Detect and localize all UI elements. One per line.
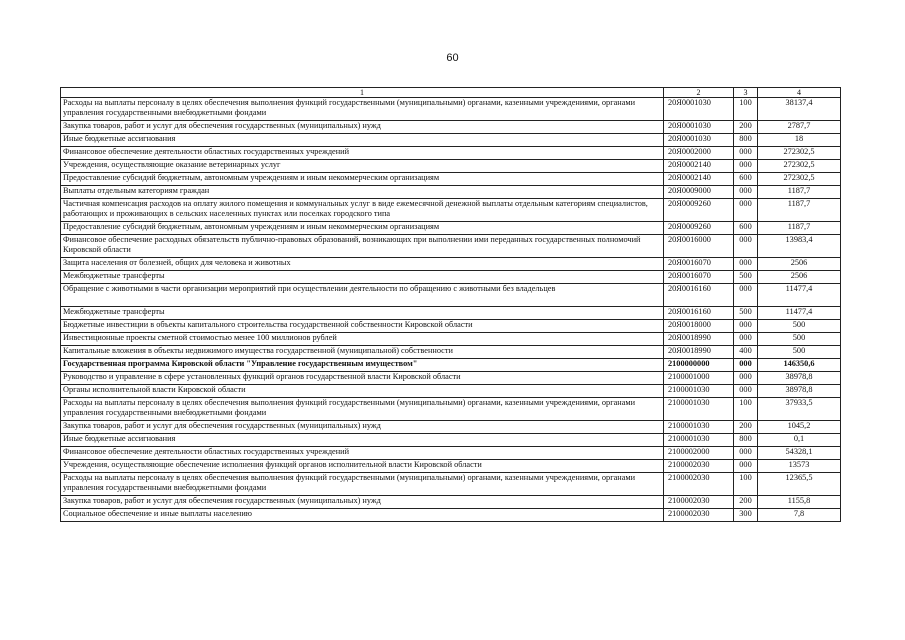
row-name-cell: Закупка товаров, работ и услуг для обеспечения государственных (муниципальных) нужд (61, 421, 664, 434)
row-sum-cell: 54328,1 (758, 447, 841, 460)
row-sum-cell: 1187,7 (758, 199, 841, 222)
page-number: 60 (446, 52, 459, 64)
row-sum-cell: 500 (758, 333, 841, 346)
row-name-cell: Финансовое обеспечение деятельности областных государственных учреждений (61, 147, 664, 160)
row-code-cell: 2100002000 (664, 447, 734, 460)
budget-table (60, 87, 841, 522)
row-code-cell: 20Я0009260 (664, 222, 734, 235)
table-row (61, 473, 841, 496)
table-row (61, 385, 841, 398)
row-name-cell: Руководство и управление в сфере установленных функций органов государственной власти Кировской области (61, 372, 664, 385)
row-sum-cell: 272302,5 (758, 160, 841, 173)
row-sum-cell: 38978,8 (758, 372, 841, 385)
table-row (61, 98, 841, 121)
table-row (61, 460, 841, 473)
table-row (61, 134, 841, 147)
row-name-cell: Иные бюджетные ассигнования (61, 434, 664, 447)
row-vr-cell: 300 (734, 509, 758, 522)
header-col-1: 1 (61, 88, 664, 98)
row-code-cell: 2100001000 (664, 372, 734, 385)
row-name-cell: Капитальные вложения в объекты недвижимого имущества государственной (муниципальной) собственности (61, 346, 664, 359)
row-code-cell: 2100002030 (664, 473, 734, 496)
row-code-cell: 2100001030 (664, 434, 734, 447)
table-row (61, 496, 841, 509)
table-row (61, 222, 841, 235)
row-vr-cell: 000 (734, 460, 758, 473)
table-row (61, 199, 841, 222)
row-name-cell: Инвестиционные проекты сметной стоимостью менее 100 миллионов рублей (61, 333, 664, 346)
table-row (61, 307, 841, 320)
table-body (61, 98, 841, 522)
row-code-cell: 20Я0009260 (664, 199, 734, 222)
row-sum-cell: 0,1 (758, 434, 841, 447)
row-vr-cell: 000 (734, 235, 758, 258)
row-code-cell: 2100001030 (664, 385, 734, 398)
row-vr-cell: 500 (734, 271, 758, 284)
header-col-3: 3 (734, 88, 758, 98)
row-vr-cell: 000 (734, 160, 758, 173)
row-name-cell: Финансовое обеспечение деятельности областных государственных учреждений (61, 447, 664, 460)
row-vr-cell: 000 (734, 333, 758, 346)
row-name-cell: Бюджетные инвестиции в объекты капитального строительства государственной собственности Кировской области (61, 320, 664, 333)
row-name-cell: Расходы на выплаты персоналу в целях обеспечения выполнения функций государственными (муниципальными) органами, казенными учреждениями, органами управления государственными внебюджетными фондами (61, 398, 664, 421)
table-row (61, 372, 841, 385)
table-row (61, 320, 841, 333)
row-code-cell: 20Я0002140 (664, 160, 734, 173)
table-row (61, 186, 841, 199)
row-code-cell: 2100001030 (664, 421, 734, 434)
table-row (61, 421, 841, 434)
table-row (61, 147, 841, 160)
row-code-cell: 20Я0016160 (664, 307, 734, 320)
row-vr-cell: 800 (734, 134, 758, 147)
row-vr-cell: 100 (734, 473, 758, 496)
row-code-cell: 20Я0016070 (664, 258, 734, 271)
row-vr-cell: 100 (734, 398, 758, 421)
row-code-cell: 2100000000 (664, 359, 734, 372)
row-code-cell: 2100001030 (664, 398, 734, 421)
row-sum-cell: 500 (758, 346, 841, 359)
table-header-row (61, 88, 841, 98)
row-name-cell: Защита населения от болезней, общих для человека и животных (61, 258, 664, 271)
row-name-cell: Органы исполнительной власти Кировской области (61, 385, 664, 398)
row-vr-cell: 000 (734, 447, 758, 460)
row-sum-cell: 2506 (758, 258, 841, 271)
row-name-cell: Учреждения, осуществляющие оказание ветеринарных услуг (61, 160, 664, 173)
row-vr-cell: 200 (734, 121, 758, 134)
row-sum-cell: 11477,4 (758, 307, 841, 320)
row-code-cell: 20Я0016160 (664, 284, 734, 307)
row-vr-cell: 000 (734, 258, 758, 271)
table-row (61, 346, 841, 359)
row-name-cell: Учреждения, осуществляющие обеспечение исполнения функций органов исполнительной власти Кировской области (61, 460, 664, 473)
row-sum-cell: 1155,8 (758, 496, 841, 509)
row-code-cell: 20Я0002000 (664, 147, 734, 160)
row-sum-cell: 37933,5 (758, 398, 841, 421)
row-name-cell: Межбюджетные трансферты (61, 307, 664, 320)
row-code-cell: 20Я0002140 (664, 173, 734, 186)
row-code-cell: 2100002030 (664, 496, 734, 509)
table-row (61, 235, 841, 258)
table-row (61, 258, 841, 271)
row-sum-cell: 272302,5 (758, 173, 841, 186)
row-code-cell: 20Я0001030 (664, 98, 734, 121)
row-name-cell: Расходы на выплаты персоналу в целях обеспечения выполнения функций государственными (муниципальными) органами, казенными учреждениями, органами управления государственными внебюджетными фондами (61, 98, 664, 121)
row-name-cell: Выплаты отдельным категориям граждан (61, 186, 664, 199)
table-row (61, 173, 841, 186)
table-row (61, 509, 841, 522)
row-vr-cell: 000 (734, 372, 758, 385)
row-sum-cell: 1187,7 (758, 186, 841, 199)
row-name-cell: Социальное обеспечение и иные выплаты населению (61, 509, 664, 522)
row-code-cell: 2100002030 (664, 460, 734, 473)
row-name-cell: Закупка товаров, работ и услуг для обеспечения государственных (муниципальных) нужд (61, 496, 664, 509)
row-sum-cell: 38978,8 (758, 385, 841, 398)
row-vr-cell: 200 (734, 421, 758, 434)
row-sum-cell: 272302,5 (758, 147, 841, 160)
row-vr-cell: 100 (734, 98, 758, 121)
row-sum-cell: 1045,2 (758, 421, 841, 434)
table-row (61, 447, 841, 460)
row-vr-cell: 000 (734, 147, 758, 160)
row-sum-cell: 146350,6 (758, 359, 841, 372)
row-sum-cell: 2787,7 (758, 121, 841, 134)
row-vr-cell: 000 (734, 320, 758, 333)
table-row (61, 160, 841, 173)
row-vr-cell: 000 (734, 186, 758, 199)
row-code-cell: 20Я0001030 (664, 134, 734, 147)
row-sum-cell: 18 (758, 134, 841, 147)
row-code-cell: 20Я0018990 (664, 346, 734, 359)
row-vr-cell: 000 (734, 385, 758, 398)
row-name-cell: Расходы на выплаты персоналу в целях обеспечения выполнения функций государственными (муниципальными) органами, казенными учреждениями, органами управления государственными внебюджетными фондами (61, 473, 664, 496)
row-code-cell: 20Я0018990 (664, 333, 734, 346)
row-code-cell: 20Я0018000 (664, 320, 734, 333)
row-sum-cell: 11477,4 (758, 284, 841, 307)
row-name-cell: Финансовое обеспечение расходных обязательств публично-правовых образований, возникающих при выполнении ими переданных государственных полномочий Кировской области (61, 235, 664, 258)
row-code-cell: 20Я0016070 (664, 271, 734, 284)
header-col-4: 4 (758, 88, 841, 98)
row-sum-cell: 13573 (758, 460, 841, 473)
row-name-cell: Иные бюджетные ассигнования (61, 134, 664, 147)
row-name-cell: Обращение с животными в части организации мероприятий при осуществлении деятельности по обращению с животными без владельцев (61, 284, 664, 307)
table-row (61, 121, 841, 134)
row-sum-cell: 12365,5 (758, 473, 841, 496)
row-sum-cell: 13983,4 (758, 235, 841, 258)
row-vr-cell: 500 (734, 307, 758, 320)
row-sum-cell: 38137,4 (758, 98, 841, 121)
row-code-cell: 20Я0009000 (664, 186, 734, 199)
row-name-cell: Предоставление субсидий бюджетным, автономным учреждениям и иным некоммерческим организациям (61, 173, 664, 186)
table-row (61, 398, 841, 421)
row-sum-cell: 2506 (758, 271, 841, 284)
row-sum-cell: 500 (758, 320, 841, 333)
table-row (61, 359, 841, 372)
header-col-2: 2 (664, 88, 734, 98)
row-vr-cell: 000 (734, 359, 758, 372)
row-name-cell: Закупка товаров, работ и услуг для обеспечения государственных (муниципальных) нужд (61, 121, 664, 134)
row-vr-cell: 600 (734, 173, 758, 186)
table-row (61, 271, 841, 284)
row-name-cell: Межбюджетные трансферты (61, 271, 664, 284)
row-vr-cell: 400 (734, 346, 758, 359)
row-name-cell: Частичная компенсация расходов на оплату жилого помещения и коммунальных услуг в виде ежемесячной денежной выплаты отдельным категориям специалистов, работающих и проживающих в сельских населенных пунктах или поселках городского типа (61, 199, 664, 222)
row-vr-cell: 800 (734, 434, 758, 447)
row-vr-cell: 600 (734, 222, 758, 235)
row-code-cell: 20Я0016000 (664, 235, 734, 258)
row-sum-cell: 7,8 (758, 509, 841, 522)
row-vr-cell: 000 (734, 199, 758, 222)
row-vr-cell: 000 (734, 284, 758, 307)
table-row (61, 434, 841, 447)
table-row (61, 333, 841, 346)
row-code-cell: 2100002030 (664, 509, 734, 522)
row-sum-cell: 1187,7 (758, 222, 841, 235)
row-vr-cell: 200 (734, 496, 758, 509)
row-code-cell: 20Я0001030 (664, 121, 734, 134)
row-name-cell: Государственная программа Кировской области "Управление государственным имуществом" (61, 359, 664, 372)
row-name-cell: Предоставление субсидий бюджетным, автономным учреждениям и иным некоммерческим организациям (61, 222, 664, 235)
table-row (61, 284, 841, 307)
